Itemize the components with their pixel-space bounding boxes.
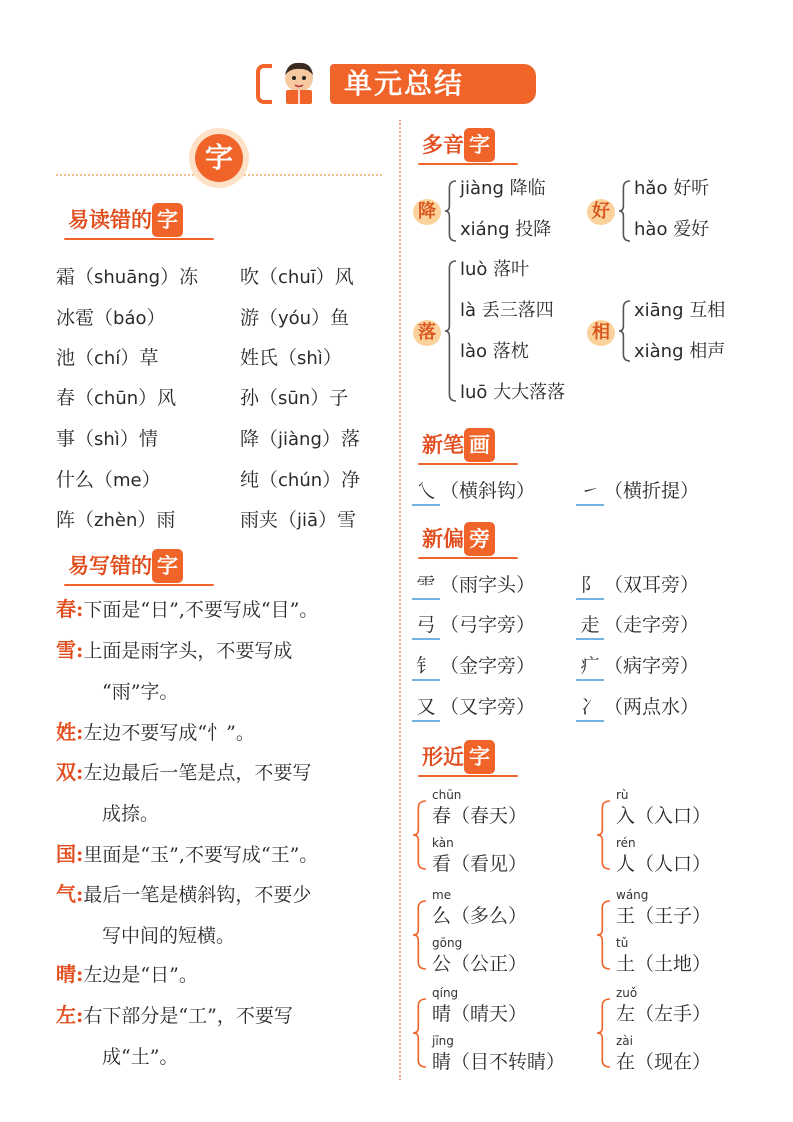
yidu-pinyin: chūn [94,388,139,409]
yixie-text: 左边不要写成“忄”。 [83,722,255,744]
section-yixie-heading: 易写错的 字 [68,549,183,583]
xingjin-pinyin: zuǒ [616,986,638,1000]
yidu-char: 什么（ [56,469,114,491]
yixie-line [56,842,386,867]
yidu-char: 池（ [56,347,95,369]
yidu-suffix: ）鱼 [311,307,350,329]
xingjin-brace-icon [412,998,426,1072]
yidu-pinyin: shì [94,429,120,450]
section-pianpang-heading: 新偏 旁 [422,522,495,556]
yixie-item [56,842,386,867]
yidu-pinyin: báo [113,308,147,329]
radical-name: （又字旁） [440,696,536,718]
xingjin-word: 人（人口） [616,853,712,875]
yixie-text: 下面是“日”,不要写成“目”。 [83,599,319,621]
duoyin-item [460,258,529,282]
column-divider [399,120,401,1080]
yidu-suffix: ）落 [321,428,360,450]
duoyin-brace-icon [444,180,456,246]
section-yidu-heading: 易读错的 字 [68,203,183,237]
duoyin-pinyin: hǎo [634,178,668,199]
yixie-item [56,720,386,745]
radical-glyph: 走 [576,612,604,640]
duoyin-pinyin: luō [460,382,488,403]
duoyin-item [460,340,529,364]
yidu-word [56,306,166,331]
yidu-suffix: ）子 [310,387,349,409]
page-title: 单元总结 [330,64,536,104]
yidu-pinyin: chuī [278,267,316,288]
duoyin-pinyin: lào [460,341,488,362]
xingjin-pinyin: chūn [432,788,462,802]
stroke-name: （横折提） [604,480,700,502]
yidu-suffix: ）冻 [160,266,199,288]
radical-name: （双耳旁） [604,574,700,596]
yidu-suffix: ）风 [138,387,177,409]
yidu-pinyin: jiā [297,510,319,531]
yixie-line [56,760,386,785]
yidu-char: 游（ [240,307,279,329]
zi-badge: 字 [195,134,243,182]
yidu-word [56,508,175,533]
duoyin-pinyin: jiàng [460,178,504,199]
yidu-word [240,468,360,493]
yidu-suffix: ）草 [120,347,159,369]
xingjin-word: 公（公正） [432,953,528,975]
xingjin-word: 睛（目不转睛） [432,1051,566,1073]
section-duoyin-heading: 多音 字 [422,128,495,162]
xingjin-item [616,936,711,978]
xingjin-pinyin: zài [616,1034,633,1048]
boy-reading-icon [276,58,322,106]
xingjin-item [432,986,527,1028]
yidu-char: 吹（ [240,266,279,288]
yidu-char: 事（ [56,428,95,450]
duoyin-char-badge: 落 [413,320,441,346]
yidu-word [56,386,176,411]
yidu-char: 孙（ [240,387,279,409]
duoyin-word: 相声 [689,341,726,362]
yixie-char: 国: [56,842,84,866]
xingjin-item [616,986,711,1028]
yidu-suffix: ） [141,469,161,491]
duoyin-word: 丢三落四 [481,300,554,321]
yixie-char: 姓: [56,720,84,744]
duoyin-item [634,218,709,242]
radical-glyph: 又 [412,694,440,722]
section-bihua-heading: 新笔 画 [422,428,495,462]
stroke-glyph: 乀 [412,478,440,506]
yidu-char: 降（ [240,428,279,450]
radical-item [412,612,535,640]
yidu-pinyin: chí [94,348,121,369]
yidu-pinyin: zhèn [94,510,138,531]
xingjin-item [616,836,711,878]
xingjin-word: 在（现在） [616,1051,712,1073]
xingjin-pinyin: jīng [432,1034,454,1048]
yidu-word [56,427,158,452]
yidu-suffix: ）风 [315,266,354,288]
yidu-pinyin: shuāng [94,267,161,288]
yixie-char: 左: [56,1003,84,1027]
duoyin-item [634,177,709,201]
stroke-name: （横斜钩） [440,480,536,502]
yidu-suffix: ）净 [322,469,361,491]
xingjin-word: 看（看见） [432,853,528,875]
xingjin-word: 么（多么） [432,905,528,927]
radical-glyph: ⻗ [412,572,440,600]
duoyin-pinyin: là [460,300,477,321]
radical-item [412,572,535,600]
radical-item [576,653,699,681]
xingjin-item [616,888,711,930]
duoyin-word: 落枕 [492,341,529,362]
duoyin-char-badge: 相 [587,320,615,346]
yixie-char: 双: [56,760,84,784]
yixie-line [56,1003,386,1028]
duoyin-word: 降临 [509,178,546,199]
radical-item [412,653,535,681]
yixie-line [56,962,386,987]
duoyin-brace-icon [618,300,630,366]
yidu-word [56,346,158,371]
yidu-word [56,468,161,493]
yidu-pinyin: yóu [278,308,312,329]
yixie-item [56,597,386,622]
xingjin-pinyin: tǔ [616,936,629,950]
radical-name: （金字旁） [440,655,536,677]
yidu-pinyin: me [113,470,142,491]
xingjin-item [432,1034,565,1076]
yixie-line [56,720,386,745]
duoyin-pinyin: hào [634,219,668,240]
yixie-line-cont: 成“土”。 [102,1046,179,1068]
xingjin-pinyin: me [432,888,452,902]
yidu-char: 阵（ [56,509,95,531]
yidu-char: 纯（ [240,469,279,491]
duoyin-item [460,218,551,242]
duoyin-char-badge: 降 [413,199,441,225]
yixie-char: 雪: [56,638,84,662]
duoyin-brace-icon [618,180,630,246]
yidu-suffix: ）雪 [318,509,357,531]
radical-name: （走字旁） [604,614,700,636]
duoyin-word: 投降 [515,219,552,240]
xingjin-pinyin: rù [616,788,629,802]
yidu-suffix: ） [322,347,342,369]
banner-bracket [256,64,272,104]
xingjin-word: 左（左手） [616,1003,712,1025]
xingjin-word: 晴（晴天） [432,1003,528,1025]
duoyin-pinyin: xiàng [634,341,684,362]
yidu-char: 雨夹（ [240,509,298,531]
yixie-item [56,638,386,704]
duoyin-brace-icon [444,260,456,406]
xingjin-pinyin: qíng [432,986,459,1000]
title-banner [256,64,536,104]
radical-glyph: 弓 [412,612,440,640]
yixie-text: 最后一笔是横斜钩，不要少 [83,884,312,906]
duoyin-item [460,299,554,323]
stroke-glyph: ㇀ [576,478,604,506]
yixie-line-cont: 写中间的短横。 [102,925,236,947]
yidu-pinyin: sūn [278,388,311,409]
xingjin-brace-icon [596,900,610,974]
yidu-word [240,386,348,411]
xingjin-brace-icon [596,800,610,874]
yixie-item [56,882,386,948]
yixie-item [56,962,386,987]
yidu-word [240,346,342,371]
yixie-line [56,597,386,622]
xingjin-brace-icon [412,800,426,874]
yixie-text: 右下部分是“工”，不要写 [83,1005,293,1027]
xingjin-item [432,836,527,878]
xingjin-item [432,936,527,978]
duoyin-item [460,381,565,405]
duoyin-pinyin: xiāng [634,300,684,321]
yidu-char: 春（ [56,387,95,409]
yixie-text: 左边最后一笔是点，不要写 [83,762,312,784]
duoyin-item [634,340,725,364]
xingjin-brace-icon [412,900,426,974]
xingjin-pinyin: gōng [432,936,463,950]
xingjin-pinyin: wáng [616,888,649,902]
yixie-line [56,882,386,907]
yixie-char: 气: [56,882,84,906]
xingjin-item [432,888,527,930]
xingjin-word: 土（土地） [616,953,712,975]
yixie-char: 春: [56,597,84,621]
yidu-suffix: ）情 [119,428,158,450]
radical-item [576,694,699,722]
duoyin-pinyin: xiáng [460,219,510,240]
stroke-item [576,478,699,506]
radical-name: （两点水） [604,696,700,718]
xingjin-word: 王（王子） [616,905,712,927]
duoyin-word: 大大落落 [493,382,566,403]
yidu-char: 冰雹（ [56,307,114,329]
yixie-line-cont: 成捺。 [102,803,160,825]
xingjin-word: 入（入口） [616,805,712,827]
duoyin-item [634,299,725,323]
xingjin-pinyin: kàn [432,836,454,850]
radical-glyph: 冫 [576,694,604,722]
yixie-char: 晴: [56,962,84,986]
duoyin-char-badge: 好 [587,199,615,225]
yixie-text: 左边是“日”。 [83,964,198,986]
duoyin-word: 互相 [689,300,726,321]
radical-item [576,572,699,600]
yidu-word [240,508,356,533]
radical-name: （雨字头） [440,574,536,596]
yidu-pinyin: jiàng [278,429,322,450]
radical-name: （病字旁） [604,655,700,677]
radical-glyph: 疒 [576,653,604,681]
yixie-line-cont: “雨”字。 [102,681,179,703]
yidu-word [240,306,349,331]
section-xingjin-heading: 形近 字 [422,740,495,774]
yixie-text: 里面是“玉”,不要写成“王”。 [83,844,319,866]
radical-glyph: 阝 [576,572,604,600]
xingjin-pinyin: rén [616,836,636,850]
yidu-word [240,265,354,290]
yixie-text: 上面是雨字头，不要写成 [83,640,293,662]
yidu-word [56,265,198,290]
radical-item [412,694,535,722]
yixie-item [56,760,386,826]
radical-item [576,612,699,640]
yidu-suffix: ）雨 [137,509,176,531]
yixie-line [56,638,386,663]
xingjin-item [616,788,711,830]
xingjin-item [432,788,527,830]
duoyin-item [460,177,546,201]
duoyin-pinyin: luò [460,259,488,280]
xingjin-item [616,1034,711,1076]
yixie-item [56,1003,386,1069]
yidu-char: 霜（ [56,266,95,288]
radical-name: （弓字旁） [440,614,536,636]
duoyin-word: 好听 [673,178,710,199]
stroke-item [412,478,535,506]
yidu-char: 姓氏（ [240,347,298,369]
xingjin-brace-icon [596,998,610,1072]
yidu-suffix: ） [146,307,166,329]
radical-glyph: 钅 [412,653,440,681]
xingjin-word: 春（春天） [432,805,528,827]
duoyin-word: 落叶 [493,259,530,280]
yidu-pinyin: chún [278,470,323,491]
yidu-word [240,427,360,452]
yidu-pinyin: shì [297,348,323,369]
duoyin-word: 爱好 [673,219,710,240]
